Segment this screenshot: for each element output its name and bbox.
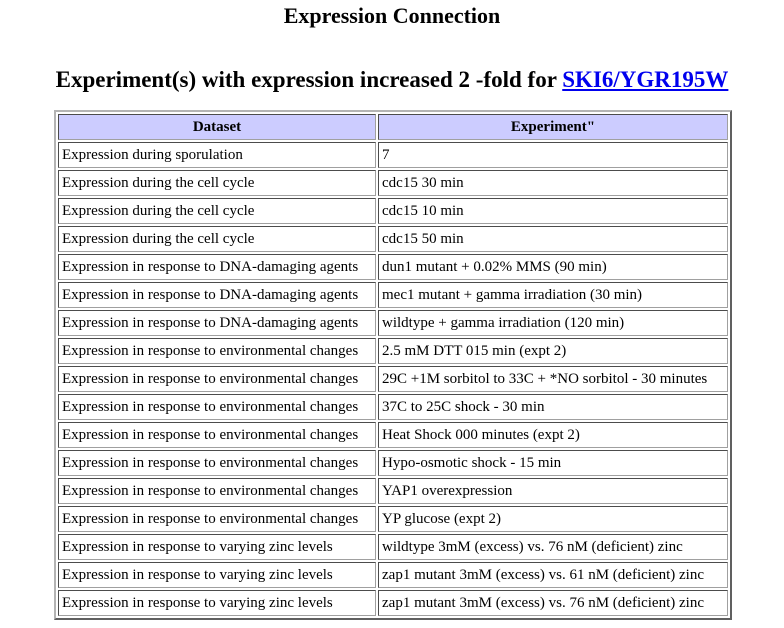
- table-row: [58, 338, 728, 364]
- dataset-cell: Expression in response to varying zinc levels: [58, 562, 376, 588]
- experiment-cell: YP glucose (expt 2): [378, 506, 728, 532]
- experiments-table: [54, 110, 732, 620]
- gene-link[interactable]: SKI6/YGR195W: [562, 67, 729, 92]
- table-row: [58, 506, 728, 532]
- table-row: [58, 478, 728, 504]
- table-row: [58, 198, 728, 224]
- dataset-cell: Expression in response to DNA-damaging agents: [58, 310, 376, 336]
- dataset-cell: Expression in response to environmental changes: [58, 478, 376, 504]
- dataset-cell: Expression in response to DNA-damaging agents: [58, 254, 376, 280]
- table-row: [58, 142, 728, 168]
- experiment-cell: cdc15 10 min: [378, 198, 728, 224]
- dataset-cell: Expression in response to environmental changes: [58, 338, 376, 364]
- dataset-cell: Expression during the cell cycle: [58, 226, 376, 252]
- table-row: [58, 170, 728, 196]
- dataset-column-header: Dataset: [58, 114, 376, 140]
- experiment-cell: mec1 mutant + gamma irradiation (30 min): [378, 282, 728, 308]
- table-row: [58, 562, 728, 588]
- dataset-cell: Expression during the cell cycle: [58, 170, 376, 196]
- dataset-cell: Expression in response to environmental changes: [58, 366, 376, 392]
- experiment-cell: wildtype 3mM (excess) vs. 76 nM (deficient) zinc: [378, 534, 728, 560]
- dataset-cell: Expression in response to environmental changes: [58, 422, 376, 448]
- table-row: [58, 310, 728, 336]
- table-row: [58, 394, 728, 420]
- table-row: [58, 366, 728, 392]
- dataset-cell: Expression in response to environmental changes: [58, 394, 376, 420]
- dataset-cell: Expression in response to DNA-damaging agents: [58, 282, 376, 308]
- table-row: [58, 282, 728, 308]
- experiment-cell: cdc15 30 min: [378, 170, 728, 196]
- heading-prefix: Experiment(s) with expression increased 2 -fold for: [55, 67, 557, 92]
- table-row: [58, 450, 728, 476]
- table-row: [58, 254, 728, 280]
- dataset-cell: Expression during sporulation: [58, 142, 376, 168]
- experiment-cell: dun1 mutant + 0.02% MMS (90 min): [378, 254, 728, 280]
- dataset-cell: Expression in response to environmental changes: [58, 506, 376, 532]
- table-row: [58, 534, 728, 560]
- experiment-cell: 7: [378, 142, 728, 168]
- dataset-cell: Expression during the cell cycle: [58, 198, 376, 224]
- experiment-cell: YAP1 overexpression: [378, 478, 728, 504]
- experiment-cell: zap1 mutant 3mM (excess) vs. 61 nM (deficient) zinc: [378, 562, 728, 588]
- dataset-cell: Expression in response to varying zinc levels: [58, 534, 376, 560]
- dataset-cell: Expression in response to environmental changes: [58, 450, 376, 476]
- experiment-cell: cdc15 50 min: [378, 226, 728, 252]
- experiment-column-header: Experiment": [378, 114, 728, 140]
- experiment-cell: Hypo-osmotic shock - 15 min: [378, 450, 728, 476]
- page-title: Expression Connection: [283, 3, 501, 28]
- experiment-cell: zap1 mutant 3mM (excess) vs. 76 nM (deficient) zinc: [378, 590, 728, 616]
- experiment-cell: 37C to 25C shock - 30 min: [378, 394, 728, 420]
- experiment-cell: Heat Shock 000 minutes (expt 2): [378, 422, 728, 448]
- table-header-row: [58, 114, 728, 140]
- table-row: [58, 422, 728, 448]
- experiment-cell: 2.5 mM DTT 015 min (expt 2): [378, 338, 728, 364]
- table-row: [58, 226, 728, 252]
- experiment-cell: 29C +1M sorbitol to 33C + *NO sorbitol - 30 minutes: [378, 366, 728, 392]
- table-body: [58, 142, 728, 616]
- table-row: [58, 590, 728, 616]
- experiment-cell: wildtype + gamma irradiation (120 min): [378, 310, 728, 336]
- dataset-cell: Expression in response to varying zinc levels: [58, 590, 376, 616]
- page-heading: [0, 66, 784, 94]
